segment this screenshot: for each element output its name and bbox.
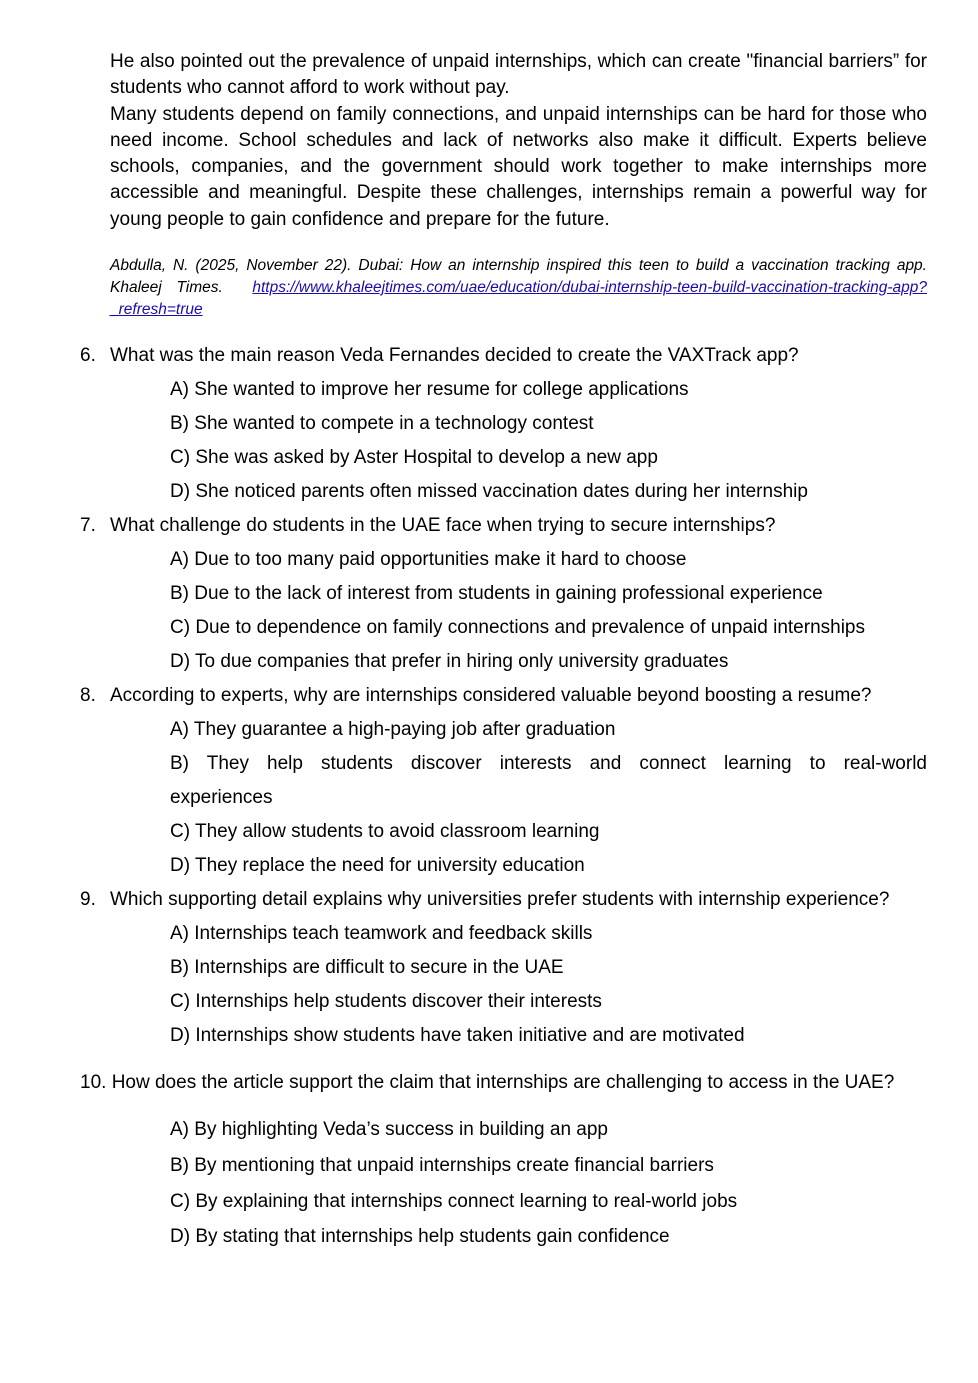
option: C) She was asked by Aster Hospital to develop a new app	[170, 447, 658, 468]
question-text: Which supporting detail explains why universities prefer students with internship experience?	[110, 889, 890, 910]
option: B) Due to the lack of interest from students in gaining professional experience	[170, 583, 823, 604]
question-7	[80, 514, 775, 538]
question-6	[80, 344, 799, 368]
option: B) She wanted to compete in a technology contest	[170, 413, 594, 434]
option: A) Due to too many paid opportunities make it hard to choose	[170, 549, 687, 570]
question-number: 6.	[80, 345, 96, 366]
option: C) They allow students to avoid classroom learning	[170, 821, 600, 842]
citation-link[interactable]: https://www.khaleejtimes.com/uae/education/dubai-internship-teen-build-vaccination-tracking-app?_refresh=true	[110, 279, 927, 318]
option-line: B) They help students discover interests and connect learning to real-world	[170, 753, 927, 774]
option	[170, 747, 927, 815]
option: B) By mentioning that unpaid internships create financial barriers	[170, 1155, 714, 1176]
question-8	[80, 684, 872, 708]
option: A) They guarantee a high-paying job after graduation	[170, 719, 616, 740]
option: A) By highlighting Veda’s success in building an app	[170, 1119, 608, 1140]
question-number: 7.	[80, 515, 96, 536]
option: C) By explaining that internships connect learning to real-world jobs	[170, 1191, 738, 1212]
question-text: How does the article support the claim that internships are challenging to access in the UAE?	[111, 1072, 895, 1093]
option: D) To due companies that prefer in hiring only university graduates	[170, 651, 729, 672]
option: D) By stating that internships help students gain confidence	[170, 1226, 670, 1247]
question-10	[80, 1071, 894, 1095]
option: D) Internships show students have taken initiative and are motivated	[170, 1025, 745, 1046]
passage-paragraph: Many students depend on family connections, and unpaid internships can be hard for those who need income. School schedules and lack of networks also make it difficult. Experts believe schools, companies, and the government should work together to make internships more accessible and meaningful. Despite these challenges, internships remain a powerful way for young people to gain confidence and prepare for the future.	[110, 103, 927, 230]
citation-text: Abdulla, N. (2025, November 22). Dubai: How an internship inspired this teen to build a vaccination tracking app. Khaleej Times.	[110, 257, 927, 296]
question-text: What challenge do students in the UAE face when trying to secure internships?	[110, 515, 776, 536]
question-number: 10.	[80, 1072, 107, 1093]
question-number: 8.	[80, 685, 96, 706]
question-number: 9.	[80, 889, 96, 910]
option: D) She noticed parents often missed vaccination dates during her internship	[170, 481, 808, 502]
option: A) Internships teach teamwork and feedback skills	[170, 923, 593, 944]
citation	[110, 255, 927, 321]
question-9	[80, 888, 889, 912]
passage-paragraph: He also pointed out the prevalence of unpaid internships, which can create "financial barriers” for students who cannot afford to work without pay.	[110, 51, 927, 99]
option: B) Internships are difficult to secure in the UAE	[170, 957, 564, 978]
option: C) Due to dependence on family connections and prevalence of unpaid internships	[170, 617, 866, 638]
option: A) She wanted to improve her resume for college applications	[170, 379, 689, 400]
option: C) Internships help students discover their interests	[170, 991, 602, 1012]
option-line: experiences	[170, 787, 273, 808]
question-text: What was the main reason Veda Fernandes decided to create the VAXTrack app?	[110, 345, 799, 366]
option: D) They replace the need for university education	[170, 855, 585, 876]
passage	[110, 49, 927, 233]
question-text: According to experts, why are internships considered valuable beyond boosting a resume?	[110, 685, 872, 706]
